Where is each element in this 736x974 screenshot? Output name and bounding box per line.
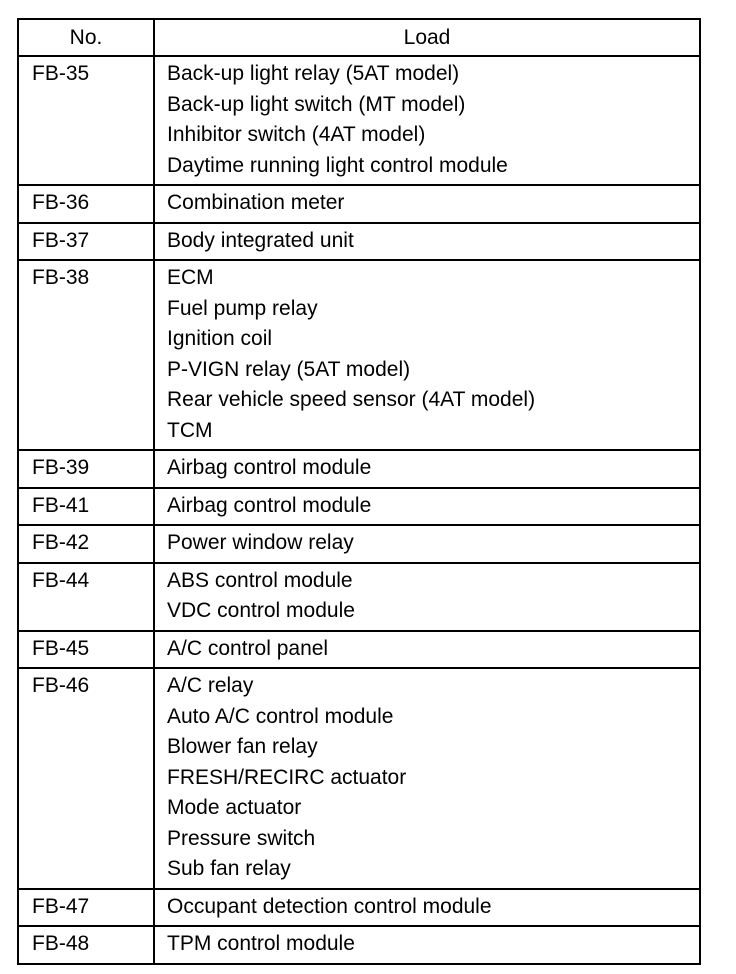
- table-row: [18, 525, 700, 563]
- load-item: Body integrated unit: [167, 228, 354, 252]
- table-row: [18, 668, 700, 889]
- load-item: TPM control module: [167, 932, 355, 955]
- table-row: [18, 223, 700, 261]
- load-item: Combination meter: [167, 191, 345, 214]
- load-item: A/C relay: [167, 674, 254, 697]
- load-item: ECM: [167, 266, 214, 289]
- load-item: Back-up light switch (MT model): [167, 92, 466, 116]
- load-cell: [154, 889, 700, 927]
- table-row: [18, 185, 700, 223]
- load-cell: [154, 525, 700, 563]
- load-cell: [154, 56, 700, 185]
- load-item: Rear vehicle speed sensor (4AT model): [167, 388, 536, 411]
- fuse-number-cell: FB-42: [18, 525, 154, 563]
- load-item: Daytime running light control module: [167, 153, 508, 177]
- fuse-load-table: [17, 18, 701, 965]
- load-item: Mode actuator: [167, 796, 302, 819]
- load-item: Back-up light relay (5AT model): [167, 62, 460, 85]
- fuse-number-cell: FB-38: [18, 260, 154, 450]
- load-item: ABS control module: [167, 568, 353, 592]
- load-cell: [154, 631, 700, 669]
- fuse-number-cell: FB-36: [18, 185, 154, 223]
- load-cell: [154, 563, 700, 631]
- fuse-number-cell: FB-45: [18, 631, 154, 669]
- load-item: Airbag control module: [167, 493, 372, 517]
- load-item: Inhibitor switch (4AT model): [167, 123, 426, 146]
- load-item: Airbag control module: [167, 456, 372, 479]
- fuse-number-cell: FB-44: [18, 563, 154, 631]
- load-item: Blower fan relay: [167, 735, 318, 758]
- load-cell: [154, 926, 700, 964]
- load-item: VDC control module: [167, 599, 355, 622]
- load-cell: [154, 223, 700, 261]
- fuse-number-cell: FB-37: [18, 223, 154, 261]
- fuse-number-cell: FB-41: [18, 488, 154, 526]
- fuse-number-cell: FB-39: [18, 450, 154, 488]
- header-no: No.: [18, 19, 154, 56]
- table-body: [18, 56, 700, 964]
- table-row: [18, 56, 700, 185]
- fuse-number-cell: FB-46: [18, 668, 154, 889]
- load-cell: [154, 450, 700, 488]
- load-item: Auto A/C control module: [167, 704, 394, 728]
- load-item: Pressure switch: [167, 826, 316, 850]
- table-row: [18, 563, 700, 631]
- table-row: [18, 450, 700, 488]
- header-row: [18, 19, 700, 56]
- header-load: Load: [154, 19, 700, 56]
- load-item: P-VIGN relay (5AT model): [167, 357, 411, 381]
- table-row: [18, 926, 700, 964]
- fuse-number-cell: FB-47: [18, 889, 154, 927]
- table-row: [18, 631, 700, 669]
- load-item: A/C control panel: [167, 636, 329, 660]
- table-row: [18, 889, 700, 927]
- load-cell: [154, 668, 700, 889]
- load-item: Ignition coil: [167, 327, 273, 350]
- table-row: [18, 488, 700, 526]
- load-item: TCM: [167, 418, 213, 442]
- table-row: [18, 260, 700, 450]
- load-cell: [154, 185, 700, 223]
- load-item: Occupant detection control module: [167, 894, 492, 918]
- load-cell: [154, 260, 700, 450]
- load-item: Sub fan relay: [167, 857, 291, 880]
- load-item: Fuel pump relay: [167, 296, 318, 320]
- load-item: FRESH/RECIRC actuator: [167, 765, 407, 789]
- load-item: Power window relay: [167, 531, 354, 554]
- fuse-number-cell: FB-48: [18, 926, 154, 964]
- load-cell: [154, 488, 700, 526]
- fuse-number-cell: FB-35: [18, 56, 154, 185]
